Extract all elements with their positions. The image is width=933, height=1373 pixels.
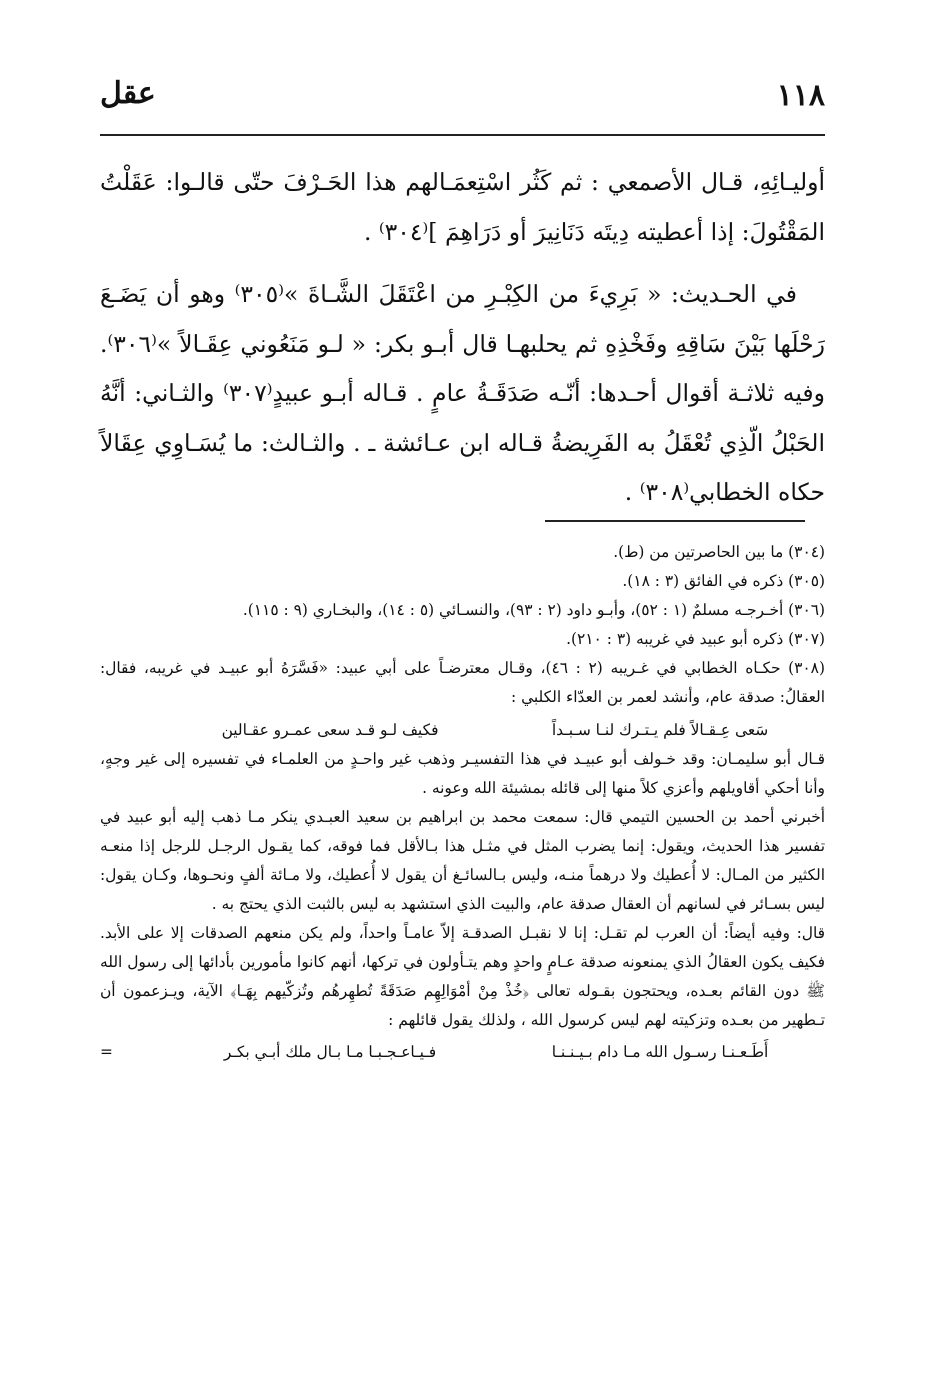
page-header [100,72,825,120]
running-title: عقل [100,76,156,111]
footnote-308-ahmad: أخبرني أحمد بن الحسين التيمي قال: سمعت محمد بن ابراهيم بن سعيد العبـدي ينكر مـا ذهب إليه أبو عبيد في تفسير هذا الحديث، ويقول: إنما يضرب المثل في مثـل هذا بـالأقل فما فوقه، كما يقـول الرجـل للرجل إذا منعـه الكثير من المـال: لا أُعطيك ولا درهماً منـه، وليس بـالسائـغ أن يقول لا أُعطيك، ولا مـائة ألفٍ ونحـوها، وكـان يقول: ليس بسـائر في لسانهم أن العقال صدقة عام، والبيت الذي استشهد به ليس بالثبت الذي يحتج به . [100,808,825,913]
paragraph-2: في الحـديث: « بَرِيءَ من الكِبْـرِ من اعْتَقَلَ الشَّـاةَ »⁽٣٠٥⁾ وهو أن يَضَـعَ رَحْلَها بَيْنَ سَاقِهِ وفَخْذِهِ ثم يحلبهـا قال أبـو بكر: « لـو مَنَعُوني عِقَـالاً »⁽٣٠٦⁾. وفيه ثلاثـة أقوال أحـدها: أنّـه صَدَقَـةُ عامٍ . قـاله أبـو عبيدٍ⁽٣٠٧⁾ والثـاني: أنَّهُ الحَبْلُ الّذِي تُعْقَلُ به الفَرِيضةُ قـاله ابن عـائشة ـ . والثـالث: ما يُسَـاوِي عِقَالاً حكاه الخطابي⁽٣٠٨⁾ . [100,280,825,506]
footnotes [100,538,825,1067]
footnote-rule [545,520,805,522]
verse-1-second-hemistich: فكيف لـو قـد سعى عمـرو عقـالين [221,721,439,739]
verse-2 [100,1038,825,1067]
verse-2-first-hemistich: أَطَـعـنـا رسـول الله مـا دام بـيـنـنـا [551,1043,769,1061]
page-number: ١١٨ [776,78,825,113]
continuation-mark: = [100,1043,113,1061]
footnote-304: (٣٠٤) ما بين الحاصرتين من (ط). [613,543,825,561]
footnote-308: (٣٠٨) حكـاه الخطابي في غـريبه (٢ : ٤٦)، وقـال معترضـاً على أبي عبيد: «فَسَّرَهُ أبو عبيـد في غريبه، فقال: العقالُ: صدقة عام، وأنشد لعمر بن العدّاء الكلبي : [100,659,825,706]
main-text [100,158,825,518]
footnote-308-qala: قال: وفيه أيضاً: أن العرب لم تقـل: إنا لا نقبـل الصدقـة إلاّ عامـاً واحداً، ولم يكن منعهم الصدقات إلا على الأبد. فكيف يكون العقالُ الذي يمنعونه صدقة عـامٍ واحدٍ وهم يتـأولون في تركها، أنهم كانوا مأمورين بأدائها إلى رسول الله ﷺ دون القائم بعـده، ويحتجون بقـوله تعالى ﴿خُذْ مِنْ أمْوَالِهِم صَدَقَةً تُطهِرهُم وتُزكّيهم بِهَـا﴾ الآية، ويـزعمون أن تـطهير من بعـده وتزكيته لهم ليس كرسول الله ، ولذلك يقول قائلهم : [100,924,825,1029]
footnote-305: (٣٠٥) ذكره في الفائق (٣ : ١٨). [622,572,825,590]
footnote-306: (٣٠٦) أخـرجـه مسلمٌ (١ : ٥٢)، وأبـو داود (٢ : ٩٣)، والنسـائي (٥ : ١٤)، والبخـاري (٩ : ١١٥). [242,601,825,619]
verse-2-second-hemistich: فـيـاعـجـبـا مـا بـال ملك أبـي بكـر [223,1043,437,1061]
verse-1-first-hemistich: سَعى عِـقـالاً فلم يـتـرك لنـا سـبـداً [551,721,769,739]
paragraph-1: أوليـائِهِ، قـال الأصمعي : ثم كَثُر اسْتِعمَـالهم هذا الحَـرْفَ حتّى قالـوا: عَقَلْتُ المَقْتُولَ: إذا أعطيته دِيتَه دَنَانِيرَ أو دَرَاهِمَ ]⁽٣٠٤⁾ . [100,168,825,246]
footnote-307: (٣٠٧) ذكره أبو عبيد في غريبه (٣ : ٢١٠). [566,630,825,648]
verse-1 [100,716,825,745]
header-rule [100,134,825,136]
footnote-308-abu-sulayman: قـال أبو سليمـان: وقد خـولف أبو عبيـد في هذا التفسيـر وذهب غير واحـدٍ من العلمـاء في تفسيره إلى غير وجهٍ، وأنا أحكي أقاويلهم وأعزي كلاً منها إلى قائله بمشيئة الله وعونه . [100,750,825,797]
